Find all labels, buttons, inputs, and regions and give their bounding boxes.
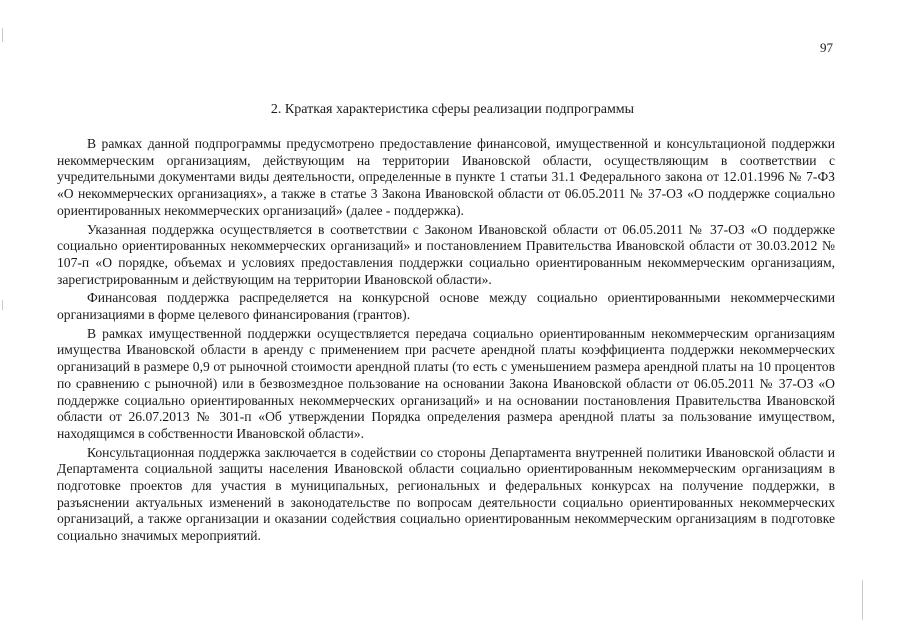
page-number: 97 <box>820 40 833 55</box>
scan-edge-mark <box>862 580 863 620</box>
paragraph: В рамках данной подпрограммы предусмотрено предоставление финансовой, имущественной и консультационой поддержки некоммерческим организациям, действующим на территории Ивановской области, осуществляющим в соответствии с учредительными документами виды деятельности, определенные в пункте 1 статьи 31.1 Федерального закона от 12.01.1996 № 7-ФЗ «О некоммерческих организациях», а также в статье 3 Закона Ивановской области от 06.05.2011 № 37-ОЗ «О поддержке социально ориентированных некоммерческих организаций» (далее - поддержка). <box>57 136 835 218</box>
body-text <box>57 136 835 547</box>
scan-edge-mark <box>2 300 3 310</box>
scan-edge-mark <box>2 28 3 42</box>
paragraph: Указанная поддержка осуществляется в соответствии с Законом Ивановской области от 06.05.2011 № 37-ОЗ «О поддержке социально ориентированных некоммерческих организаций» и постановлением Правительства Ивановской области от 30.03.2012 № 107-п «О порядке, объемах и условиях предоставления поддержки социально ориентированным некоммерческим организациям, зарегистрированным и действующим на территории Ивановской области». <box>57 221 835 287</box>
paragraph: Финансовая поддержка распределяется на конкурсной основе между социально ориентированными некоммерческими организациями в форме целевого финансирования (грантов). <box>57 290 835 323</box>
paragraph: Консультационная поддержка заключается в содействии со стороны Департамента внутренней политики Ивановской области и Департамента социальной защиты населения Ивановской области социально ориентированным некоммерческим организациям в подготовке проектов для участия в муниципальных, региональных и федеральных конкурсах на получение поддержки, в разъяснении актуальных изменений в законодательстве по вопросам деятельности социально ориентированных некоммерческих организаций, а также организации и оказании содействия социально ориентированным некоммерческим организациям в подготовке социально значимых мероприятий. <box>57 444 835 544</box>
paragraph: В рамках имущественной поддержки осуществляется передача социально ориентированным некоммерческим организациям имущества Ивановской области в аренду с применением при расчете арендной платы коэффициента поддержки некоммерческих организаций в размере 0,9 от рыночной стоимости арендной платы (то есть с уменьшением размера арендной платы на 10 процентов по сравнению с рыночной) или в безвозмездное пользование на основании Закона Ивановской области от 06.05.2011 № 37-ОЗ «О поддержке социально ориентированных некоммерческих организаций» и на основании постановления Правительства Ивановской области от 26.07.2013 № 301-п «Об утверждении Порядка определения размера арендной платы за пользование имуществом, находящимся в собственности Ивановской области». <box>57 325 835 441</box>
section-title: 2. Краткая характеристика сферы реализации подпрограммы <box>270 102 635 117</box>
